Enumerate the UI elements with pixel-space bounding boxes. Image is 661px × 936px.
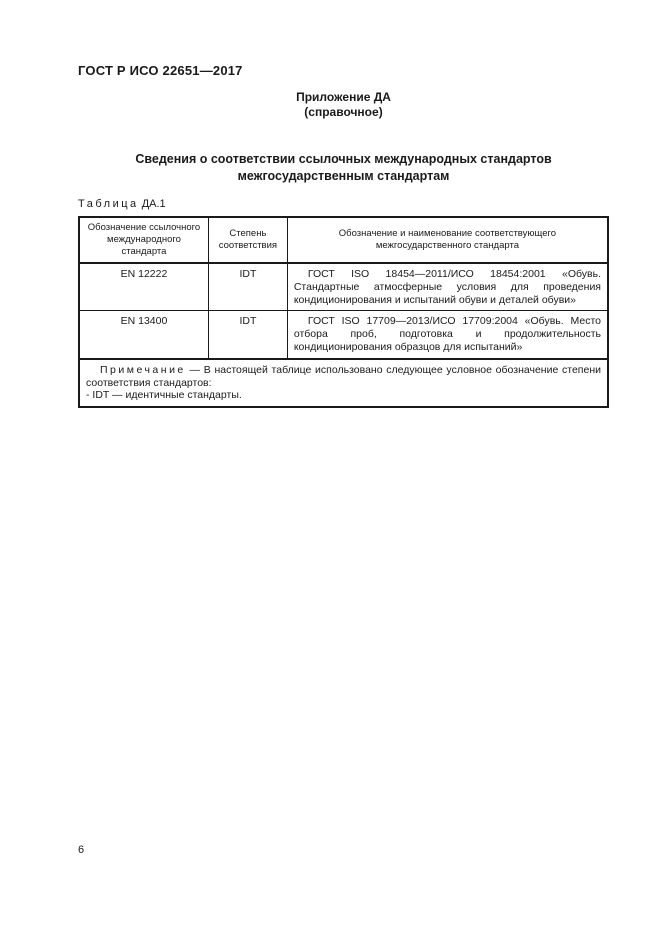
table-note-cell (79, 359, 608, 407)
document-code: ГОСТ Р ИСО 22651—2017 (78, 63, 243, 78)
column-header-degree: Степень соответствия (208, 217, 287, 263)
column-header-interstate-standard: Обозначение и наименование соответствующего межгосударственного стандарта (287, 217, 608, 263)
table-row (79, 263, 608, 311)
note-paragraph (86, 364, 601, 390)
cell-interstate-standard (287, 263, 608, 311)
cell-interstate-standard-text: ГОСТ ISO 17709—2013/ИСО 17709:2004 «Обувь. Место отбора проб, подготовка и продолжительность кондиционирования образцов для испытаний» (293, 315, 601, 353)
cell-interstate-standard (287, 311, 608, 359)
table-row (79, 311, 608, 359)
cell-interstate-standard-text: ГОСТ ISO 18454—2011/ИСО 18454:2001 «Обувь. Стандартные атмосферные условия для проведения кондиционирования и испытаний обуви и деталей обуви» (293, 268, 601, 306)
column-header-reference-standard: Обозначение ссылочного международного стандарта (79, 217, 208, 263)
cell-reference-standard: EN 13400 (79, 311, 208, 359)
page-title (78, 151, 609, 185)
cell-reference-standard: EN 12222 (79, 263, 208, 311)
note-text: — В настоящей таблице использовано следующее условное обозначение степени соответствия стандартов: (86, 363, 601, 389)
table-note-row (79, 359, 608, 407)
table-caption (78, 198, 609, 210)
note-label: Примечание (100, 363, 186, 376)
note-item: - IDT — идентичные стандарты. (86, 389, 242, 402)
page-number: 6 (78, 844, 85, 856)
standards-correspondence-table (78, 216, 609, 408)
cell-degree: IDT (208, 263, 287, 311)
page-title-line-1: Сведения о соответствии ссылочных международных стандартов (135, 152, 552, 166)
appendix-kind: (справочное) (304, 105, 383, 119)
table-caption-number: ДА.1 (141, 198, 166, 210)
page-title-line-2: межгосударственным стандартам (237, 169, 450, 183)
appendix-block (78, 90, 609, 120)
table-header-row (79, 217, 608, 263)
cell-degree: IDT (208, 311, 287, 359)
table-caption-word: Таблица (78, 198, 139, 210)
appendix-label: Приложение ДА (296, 90, 391, 104)
